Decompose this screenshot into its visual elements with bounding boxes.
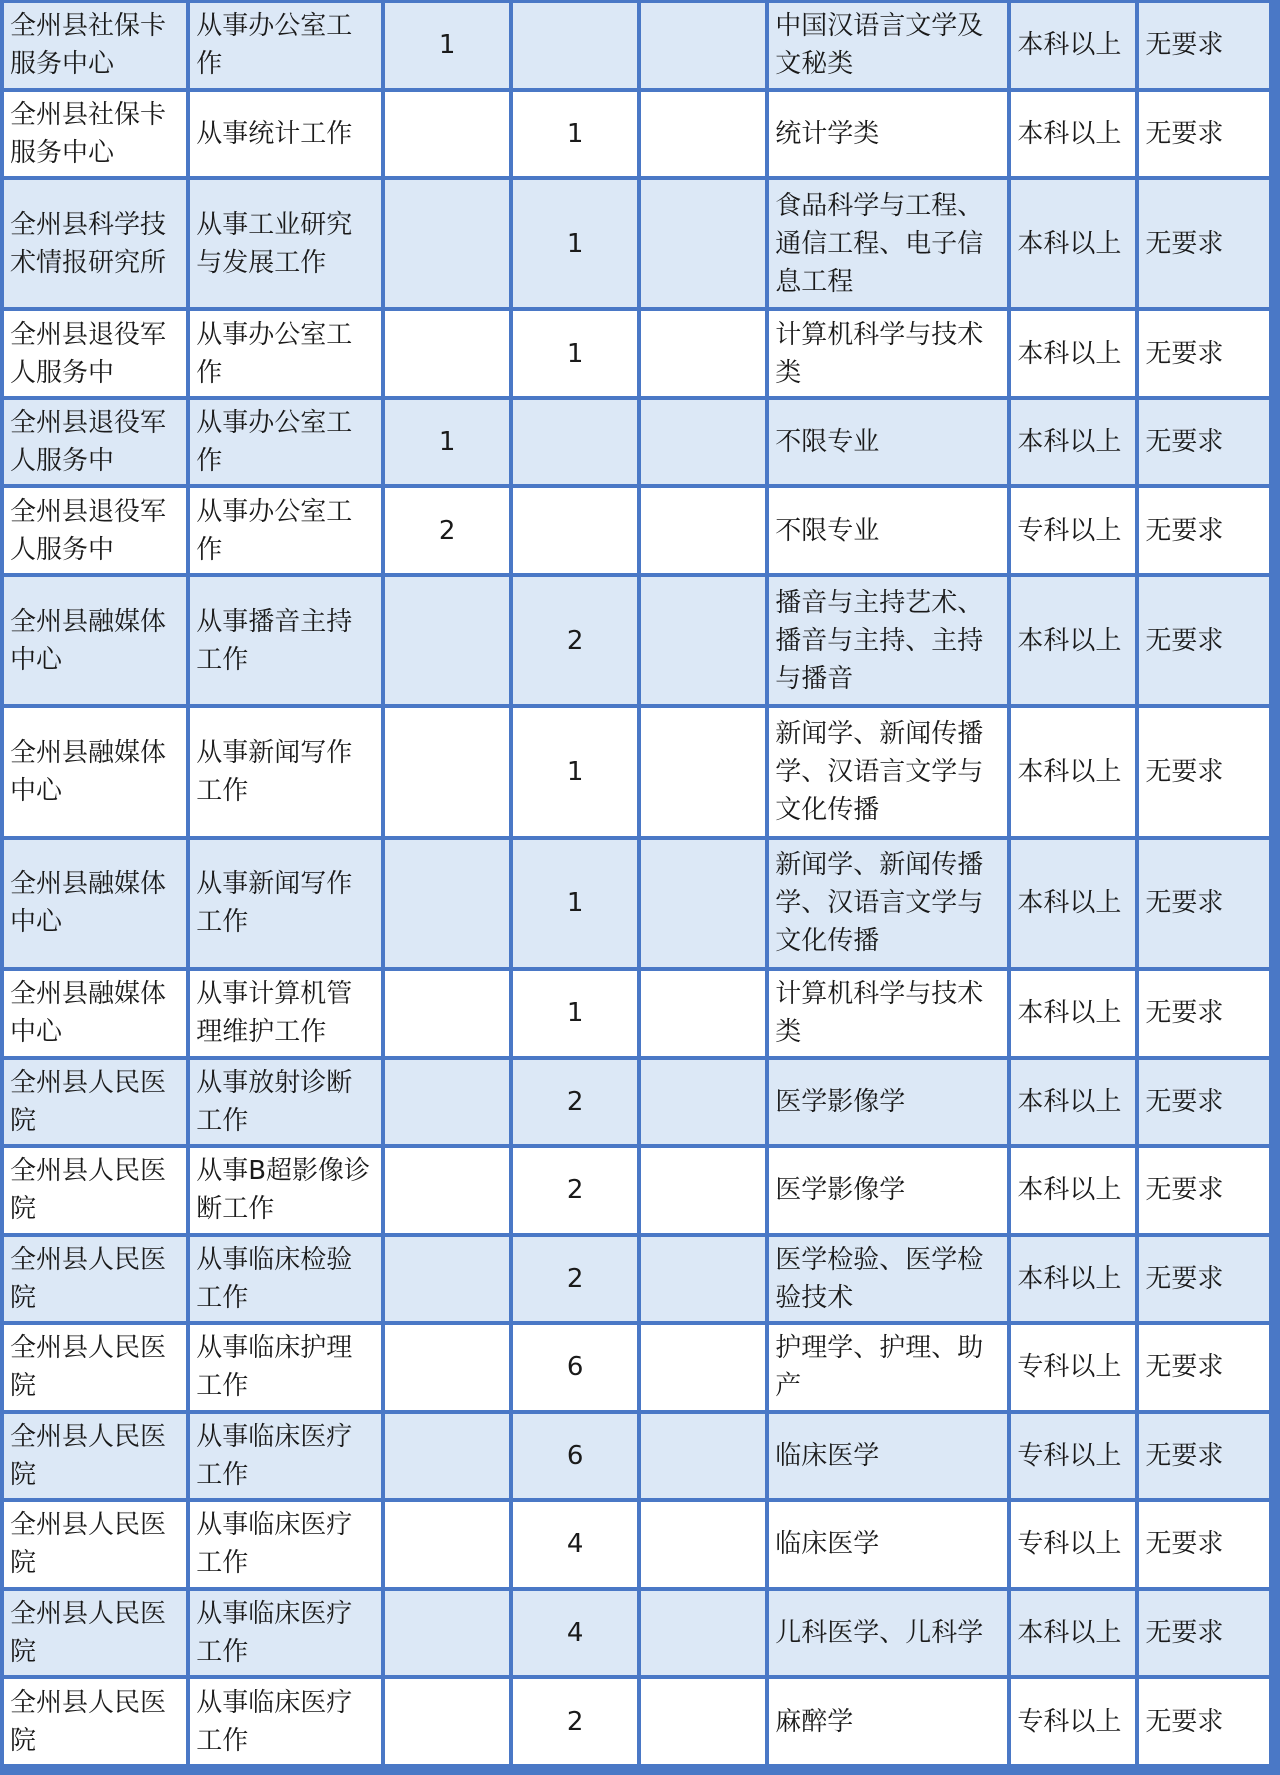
requirement-cell: 无要求 [1139, 1414, 1269, 1499]
count-cell-a: 1 [385, 400, 509, 485]
count-cell-a [385, 1679, 509, 1764]
table-row [4, 1060, 1269, 1145]
education-cell: 本科以上 [1011, 1148, 1135, 1233]
count-cell-c [641, 488, 765, 573]
unit-cell: 全州县人民医院 [4, 1060, 186, 1145]
major-cell: 临床医学 [769, 1414, 1007, 1499]
count-cell-b: 1 [513, 92, 637, 177]
count-cell-a [385, 1237, 509, 1322]
table-row [4, 180, 1269, 307]
count-cell-a [385, 840, 509, 967]
duty-cell: 从事B超影像诊断工作 [190, 1148, 381, 1233]
unit-cell: 全州县人民医院 [4, 1148, 186, 1233]
education-cell: 本科以上 [1011, 92, 1135, 177]
count-cell-b: 1 [513, 840, 637, 967]
table-row [4, 1414, 1269, 1499]
requirement-cell: 无要求 [1139, 1237, 1269, 1322]
count-cell-c [641, 400, 765, 485]
requirement-cell: 无要求 [1139, 3, 1269, 88]
count-cell-c [641, 1414, 765, 1499]
count-cell-b: 2 [513, 1060, 637, 1145]
major-cell: 不限专业 [769, 488, 1007, 573]
requirement-cell: 无要求 [1139, 180, 1269, 307]
count-cell-c [641, 1591, 765, 1676]
education-cell: 本科以上 [1011, 311, 1135, 396]
major-cell: 中国汉语言文学及文秘类 [769, 3, 1007, 88]
duty-cell: 从事临床医疗工作 [190, 1679, 381, 1764]
count-cell-a [385, 1325, 509, 1410]
requirement-cell: 无要求 [1139, 1325, 1269, 1410]
requirement-cell: 无要求 [1139, 840, 1269, 967]
table-row [4, 1325, 1269, 1410]
requirement-cell: 无要求 [1139, 400, 1269, 485]
major-cell: 计算机科学与技术类 [769, 971, 1007, 1056]
duty-cell: 从事工业研究与发展工作 [190, 180, 381, 307]
education-cell: 本科以上 [1011, 1060, 1135, 1145]
requirement-cell: 无要求 [1139, 311, 1269, 396]
major-cell: 临床医学 [769, 1502, 1007, 1587]
education-cell: 本科以上 [1011, 840, 1135, 967]
count-cell-a [385, 1502, 509, 1587]
count-cell-b: 2 [513, 1237, 637, 1322]
major-cell: 麻醉学 [769, 1679, 1007, 1764]
major-cell: 儿科医学、儿科学 [769, 1591, 1007, 1676]
unit-cell: 全州县人民医院 [4, 1325, 186, 1410]
major-cell: 计算机科学与技术类 [769, 311, 1007, 396]
duty-cell: 从事临床医疗工作 [190, 1414, 381, 1499]
unit-cell: 全州县科学技术情报研究所 [4, 180, 186, 307]
count-cell-c [641, 1237, 765, 1322]
count-cell-b: 1 [513, 180, 637, 307]
major-cell: 医学检验、医学检验技术 [769, 1237, 1007, 1322]
education-cell: 专科以上 [1011, 1502, 1135, 1587]
unit-cell: 全州县融媒体中心 [4, 577, 186, 704]
table-row [4, 1237, 1269, 1322]
table-row [4, 1148, 1269, 1233]
education-cell: 本科以上 [1011, 708, 1135, 835]
duty-cell: 从事临床医疗工作 [190, 1591, 381, 1676]
duty-cell: 从事统计工作 [190, 92, 381, 177]
major-cell: 新闻学、新闻传播学、汉语言文学与文化传播 [769, 708, 1007, 835]
count-cell-b: 2 [513, 1679, 637, 1764]
major-cell: 护理学、护理、助产 [769, 1325, 1007, 1410]
count-cell-b [513, 488, 637, 573]
requirement-cell: 无要求 [1139, 1060, 1269, 1145]
duty-cell: 从事放射诊断工作 [190, 1060, 381, 1145]
duty-cell: 从事办公室工作 [190, 488, 381, 573]
count-cell-a [385, 971, 509, 1056]
major-cell: 医学影像学 [769, 1060, 1007, 1145]
count-cell-b: 4 [513, 1591, 637, 1676]
count-cell-c [641, 577, 765, 704]
education-cell: 专科以上 [1011, 488, 1135, 573]
major-cell: 统计学类 [769, 92, 1007, 177]
duty-cell: 从事计算机管理维护工作 [190, 971, 381, 1056]
count-cell-a [385, 577, 509, 704]
requirement-cell: 无要求 [1139, 1502, 1269, 1587]
unit-cell: 全州县融媒体中心 [4, 840, 186, 967]
count-cell-c [641, 3, 765, 88]
requirement-cell: 无要求 [1139, 92, 1269, 177]
duty-cell: 从事办公室工作 [190, 311, 381, 396]
table-row [4, 488, 1269, 573]
duty-cell: 从事办公室工作 [190, 3, 381, 88]
education-cell: 专科以上 [1011, 1414, 1135, 1499]
count-cell-a [385, 180, 509, 307]
duty-cell: 从事临床医疗工作 [190, 1502, 381, 1587]
count-cell-b [513, 400, 637, 485]
count-cell-b: 1 [513, 971, 637, 1056]
count-cell-c [641, 971, 765, 1056]
education-cell: 本科以上 [1011, 180, 1135, 307]
duty-cell: 从事临床护理工作 [190, 1325, 381, 1410]
count-cell-c [641, 1060, 765, 1145]
count-cell-b: 2 [513, 577, 637, 704]
unit-cell: 全州县人民医院 [4, 1237, 186, 1322]
unit-cell: 全州县人民医院 [4, 1414, 186, 1499]
table-row [4, 311, 1269, 396]
count-cell-a [385, 311, 509, 396]
count-cell-c [641, 708, 765, 835]
table-row [4, 92, 1269, 177]
count-cell-b: 4 [513, 1502, 637, 1587]
count-cell-c [641, 1679, 765, 1764]
unit-cell: 全州县退役军人服务中 [4, 400, 186, 485]
count-cell-c [641, 311, 765, 396]
table-body [4, 3, 1269, 1764]
count-cell-a [385, 92, 509, 177]
education-cell: 专科以上 [1011, 1325, 1135, 1410]
duty-cell: 从事播音主持工作 [190, 577, 381, 704]
unit-cell: 全州县融媒体中心 [4, 971, 186, 1056]
education-cell: 本科以上 [1011, 3, 1135, 88]
duty-cell: 从事临床检验工作 [190, 1237, 381, 1322]
requirement-cell: 无要求 [1139, 708, 1269, 835]
requirement-cell: 无要求 [1139, 1679, 1269, 1764]
count-cell-a: 2 [385, 488, 509, 573]
count-cell-b [513, 3, 637, 88]
unit-cell: 全州县人民医院 [4, 1502, 186, 1587]
major-cell: 新闻学、新闻传播学、汉语言文学与文化传播 [769, 840, 1007, 967]
table-row [4, 400, 1269, 485]
count-cell-b: 1 [513, 311, 637, 396]
education-cell: 本科以上 [1011, 1591, 1135, 1676]
count-cell-b: 2 [513, 1148, 637, 1233]
table-row [4, 840, 1269, 967]
count-cell-a [385, 1414, 509, 1499]
count-cell-c [641, 180, 765, 307]
major-cell: 播音与主持艺术、播音与主持、主持与播音 [769, 577, 1007, 704]
unit-cell: 全州县人民医院 [4, 1591, 186, 1676]
education-cell: 本科以上 [1011, 400, 1135, 485]
count-cell-c [641, 840, 765, 967]
education-cell: 本科以上 [1011, 577, 1135, 704]
duty-cell: 从事新闻写作工作 [190, 840, 381, 967]
major-cell: 医学影像学 [769, 1148, 1007, 1233]
unit-cell: 全州县社保卡服务中心 [4, 92, 186, 177]
table-row [4, 577, 1269, 704]
major-cell: 不限专业 [769, 400, 1007, 485]
count-cell-b: 6 [513, 1414, 637, 1499]
requirement-cell: 无要求 [1139, 577, 1269, 704]
unit-cell: 全州县退役军人服务中 [4, 311, 186, 396]
requirement-cell: 无要求 [1139, 1148, 1269, 1233]
education-cell: 本科以上 [1011, 971, 1135, 1056]
unit-cell: 全州县社保卡服务中心 [4, 3, 186, 88]
requirement-cell: 无要求 [1139, 971, 1269, 1056]
education-cell: 本科以上 [1011, 1237, 1135, 1322]
table-row [4, 708, 1269, 835]
major-cell: 食品科学与工程、通信工程、电子信息工程 [769, 180, 1007, 307]
count-cell-c [641, 1148, 765, 1233]
requirement-cell: 无要求 [1139, 1591, 1269, 1676]
duty-cell: 从事办公室工作 [190, 400, 381, 485]
count-cell-a: 1 [385, 3, 509, 88]
count-cell-c [641, 1325, 765, 1410]
table-row [4, 1591, 1269, 1676]
count-cell-b: 6 [513, 1325, 637, 1410]
table-row [4, 1502, 1269, 1587]
education-cell: 专科以上 [1011, 1679, 1135, 1764]
count-cell-a [385, 1060, 509, 1145]
unit-cell: 全州县人民医院 [4, 1679, 186, 1764]
count-cell-a [385, 1148, 509, 1233]
count-cell-c [641, 92, 765, 177]
count-cell-a [385, 708, 509, 835]
unit-cell: 全州县退役军人服务中 [4, 488, 186, 573]
requirement-cell: 无要求 [1139, 488, 1269, 573]
table-row [4, 1679, 1269, 1764]
count-cell-a [385, 1591, 509, 1676]
table-row [4, 3, 1269, 88]
count-cell-b: 1 [513, 708, 637, 835]
duty-cell: 从事新闻写作工作 [190, 708, 381, 835]
unit-cell: 全州县融媒体中心 [4, 708, 186, 835]
count-cell-c [641, 1502, 765, 1587]
table-row [4, 971, 1269, 1056]
